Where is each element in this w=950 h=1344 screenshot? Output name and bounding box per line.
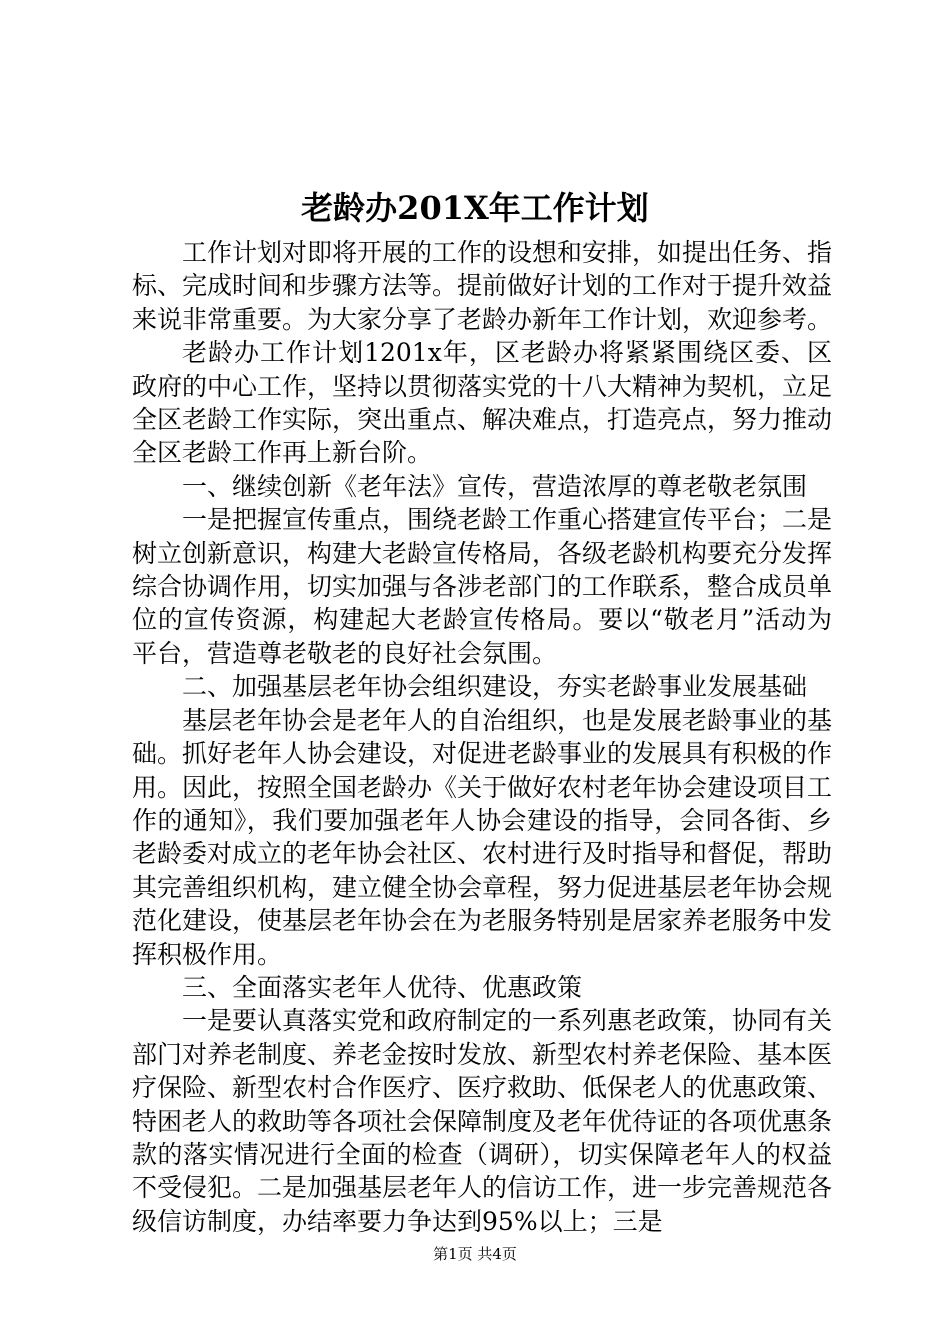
paragraph-section-1: 一是把握宣传重点，围绕老龄工作重心搭建宣传平台；二是树立创新意识，构建大老龄宣传格局，各级老龄机构要充分发挥综合协调作用，切实加强与各涉老部门的工作联系，整合成员单位的宣传资源，构建起大老龄宣传格局。要以“敬老月”活动为平台，营造尊老敬老的良好社会氛围。 bbox=[132, 505, 833, 668]
paragraph-section-2: 基层老年协会是老年人的自治组织，也是发展老龄事业的基础。抓好老年人协会建设，对促进老龄事业的发展具有积极的作用。因此，按照全国老龄办《关于做好农村老年协会建设项目工作的通知》，我们要加强老年人协会建设的指导，会同各街、乡老龄委对成立的老年协会社区、农村进行及时指导和督促，帮助其完善组织机构，建立健全协会章程，努力促进基层老年协会规范化建设，使基层老年协会在为老服务特别是居家养老服务中发挥积极作用。 bbox=[132, 705, 833, 969]
paragraph-overview: 老龄办工作计划1201x年，区老龄办将紧紧围绕区委、区政府的中心工作，坚持以贯彻落实党的十八大精神为契机，立足全区老龄工作实际，突出重点、解决难点，打造亮点，努力推动全区老龄工作再上新台阶。 bbox=[132, 338, 833, 468]
section-heading-2: 二、加强基层老年协会组织建设，夯实老龄事业发展基础 bbox=[182, 672, 808, 702]
paragraph-intro: 工作计划对即将开展的工作的设想和安排，如提出任务、指标、完成时间和步骤方法等。提前做好计划的工作对于提升效益来说非常重要。为大家分享了老龄办新年工作计划，欢迎参考。 bbox=[132, 238, 833, 334]
paragraph-section-3: 一是要认真落实党和政府制定的一系列惠老政策，协同有关部门对养老制度、养老金按时发放、新型农村养老保险、基本医疗保险、新型农村合作医疗、医疗救助、低保老人的优惠政策、特困老人的救助等各项社会保障制度及老年优待证的各项优惠条款的落实情况进行全面的检查（调研），切实保障老年人的权益不受侵犯。二是加强基层老年人的信访工作，进一步完善规范各级信访制度，办结率要力争达到95%以上；三是 bbox=[132, 1006, 833, 1236]
document-title: 老龄办201X年工作计划 bbox=[301, 189, 649, 227]
document-body bbox=[132, 236, 832, 1238]
page-footer: 第1页 共4页 bbox=[433, 1245, 517, 1263]
section-heading-1: 一、继续创新《老年法》宣传，营造浓厚的尊老敬老氛围 bbox=[182, 471, 808, 501]
section-heading-3: 三、全面落实老年人优待、优惠政策 bbox=[182, 972, 583, 1002]
